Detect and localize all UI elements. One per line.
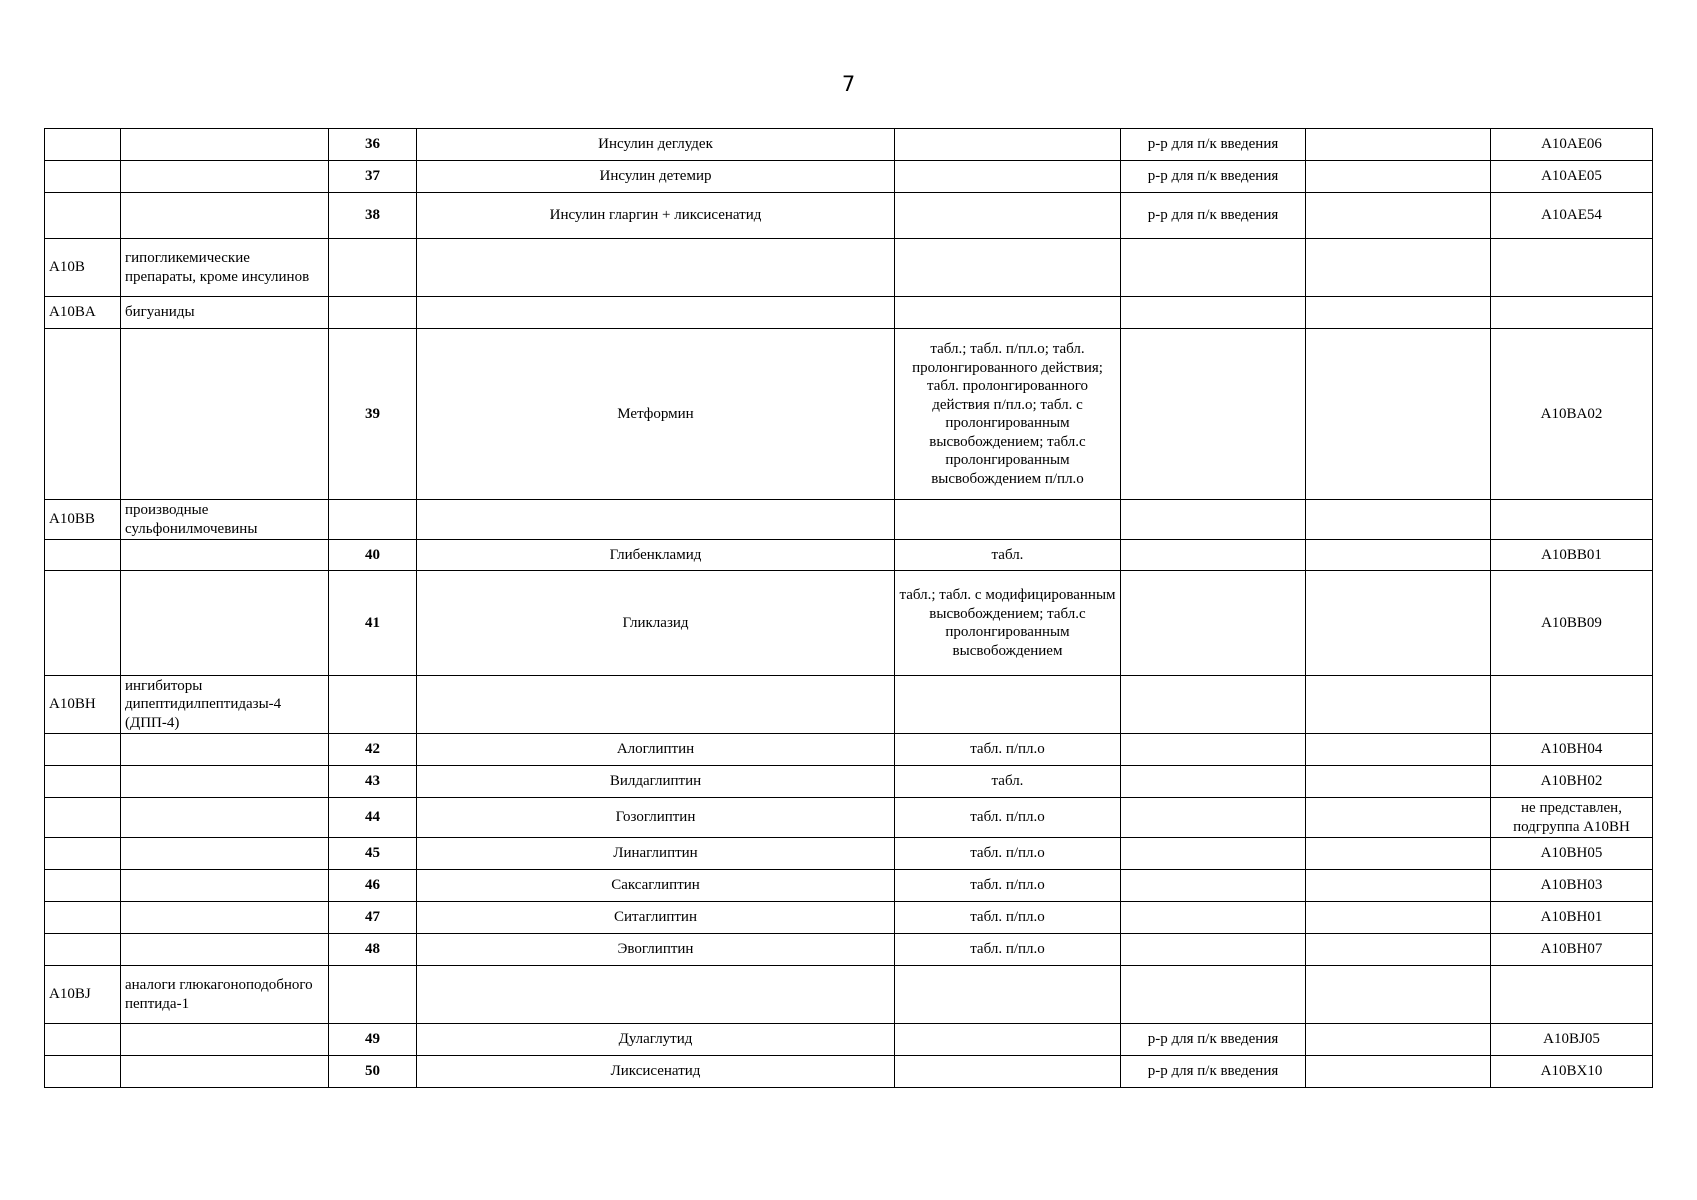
table-row [45, 239, 1653, 297]
table-row [45, 766, 1653, 798]
drug-name-cell: Инсулин деглудек [417, 129, 895, 161]
dosage-form-cell [895, 161, 1121, 193]
atc-code-cell [1491, 676, 1653, 734]
atc-group-code-cell [45, 798, 121, 838]
empty-cell [1306, 540, 1491, 571]
atc-group-code-cell: А10В [45, 239, 121, 297]
group-name-cell [121, 571, 329, 676]
table-row [45, 329, 1653, 500]
dosage-form-cell: табл. [895, 540, 1121, 571]
injection-form-cell [1121, 329, 1306, 500]
empty-cell [1306, 239, 1491, 297]
empty-cell [1306, 676, 1491, 734]
atc-group-code-cell [45, 734, 121, 766]
empty-cell [1306, 966, 1491, 1024]
row-number-cell: 37 [329, 161, 417, 193]
empty-cell [1306, 1024, 1491, 1056]
injection-form-cell: р-р для п/к введения [1121, 1024, 1306, 1056]
dosage-form-cell [895, 966, 1121, 1024]
table-body [45, 129, 1653, 1088]
empty-cell [1306, 161, 1491, 193]
group-name-cell [121, 798, 329, 838]
group-name-cell [121, 902, 329, 934]
row-number-cell: 36 [329, 129, 417, 161]
drug-name-cell: Метформин [417, 329, 895, 500]
atc-code-cell: A10BH03 [1491, 870, 1653, 902]
table-row [45, 734, 1653, 766]
table-row [45, 934, 1653, 966]
atc-code-cell [1491, 966, 1653, 1024]
row-number-cell: 41 [329, 571, 417, 676]
row-number-cell: 39 [329, 329, 417, 500]
dosage-form-cell [895, 239, 1121, 297]
dosage-form-cell [895, 193, 1121, 239]
dosage-form-cell [895, 500, 1121, 540]
atc-group-code-cell [45, 934, 121, 966]
row-number-cell: 45 [329, 838, 417, 870]
atc-group-code-cell [45, 1024, 121, 1056]
injection-form-cell [1121, 734, 1306, 766]
drug-name-cell [417, 676, 895, 734]
empty-cell [1306, 571, 1491, 676]
atc-code-cell: не представлен, подгруппа A10BH [1491, 798, 1653, 838]
injection-form-cell: р-р для п/к введения [1121, 193, 1306, 239]
atc-code-cell: A10AE54 [1491, 193, 1653, 239]
empty-cell [1306, 798, 1491, 838]
atc-group-code-cell [45, 838, 121, 870]
row-number-cell: 42 [329, 734, 417, 766]
empty-cell [1306, 934, 1491, 966]
dosage-form-cell: табл. п/пл.о [895, 934, 1121, 966]
drug-name-cell: Инсулин детемир [417, 161, 895, 193]
atc-group-code-cell [45, 870, 121, 902]
row-number-cell [329, 676, 417, 734]
atc-group-code-cell: A10BJ [45, 966, 121, 1024]
row-number-cell [329, 500, 417, 540]
page-number: 7 [841, 72, 856, 96]
drug-name-cell: Инсулин гларгин + ликсисенатид [417, 193, 895, 239]
atc-code-cell: A10BB09 [1491, 571, 1653, 676]
atc-code-cell: A10AE05 [1491, 161, 1653, 193]
atc-code-cell: A10BH01 [1491, 902, 1653, 934]
atc-code-cell: A10BH05 [1491, 838, 1653, 870]
row-number-cell: 50 [329, 1056, 417, 1088]
atc-group-code-cell [45, 540, 121, 571]
row-number-cell: 44 [329, 798, 417, 838]
drug-name-cell: Гликлазид [417, 571, 895, 676]
group-name-cell [121, 1056, 329, 1088]
atc-group-code-cell [45, 161, 121, 193]
empty-cell [1306, 297, 1491, 329]
atc-group-code-cell: A10BB [45, 500, 121, 540]
dosage-form-cell: табл. п/пл.о [895, 798, 1121, 838]
atc-code-cell: A10BJ05 [1491, 1024, 1653, 1056]
drug-name-cell: Алоглиптин [417, 734, 895, 766]
table-row [45, 161, 1653, 193]
row-number-cell [329, 239, 417, 297]
group-name-cell: бигуаниды [121, 297, 329, 329]
injection-form-cell [1121, 239, 1306, 297]
injection-form-cell: р-р для п/к введения [1121, 129, 1306, 161]
dosage-form-cell [895, 1056, 1121, 1088]
drug-name-cell [417, 500, 895, 540]
injection-form-cell [1121, 540, 1306, 571]
empty-cell [1306, 500, 1491, 540]
drug-name-cell [417, 239, 895, 297]
atc-group-code-cell [45, 1056, 121, 1088]
empty-cell [1306, 838, 1491, 870]
atc-group-code-cell [45, 571, 121, 676]
atc-group-code-cell: A10BA [45, 297, 121, 329]
atc-group-code-cell [45, 766, 121, 798]
drug-name-cell: Вилдаглиптин [417, 766, 895, 798]
drug-name-cell: Саксаглиптин [417, 870, 895, 902]
dosage-form-cell [895, 297, 1121, 329]
injection-form-cell [1121, 676, 1306, 734]
group-name-cell: аналоги глюкагоноподобного пептида-1 [121, 966, 329, 1024]
table-row [45, 1024, 1653, 1056]
injection-form-cell [1121, 966, 1306, 1024]
drug-name-cell: Дулаглутид [417, 1024, 895, 1056]
dosage-form-cell [895, 1024, 1121, 1056]
dosage-form-cell: табл.; табл. с модифицированным высвобождением; табл.с пролонгированным высвобождением [895, 571, 1121, 676]
row-number-cell: 38 [329, 193, 417, 239]
atc-code-cell: A10BH04 [1491, 734, 1653, 766]
dosage-form-cell [895, 676, 1121, 734]
group-name-cell: ингибиторы дипептидилпептидазы-4 (ДПП-4) [121, 676, 329, 734]
atc-group-code-cell: A10BH [45, 676, 121, 734]
injection-form-cell: р-р для п/к введения [1121, 161, 1306, 193]
empty-cell [1306, 1056, 1491, 1088]
dosage-form-cell: табл. п/пл.о [895, 838, 1121, 870]
group-name-cell [121, 540, 329, 571]
table-row [45, 870, 1653, 902]
table-row [45, 500, 1653, 540]
row-number-cell: 47 [329, 902, 417, 934]
injection-form-cell: р-р для п/к введения [1121, 1056, 1306, 1088]
atc-code-cell: A10BH02 [1491, 766, 1653, 798]
dosage-form-cell [895, 129, 1121, 161]
empty-cell [1306, 766, 1491, 798]
group-name-cell [121, 161, 329, 193]
injection-form-cell [1121, 798, 1306, 838]
atc-code-cell: A10BX10 [1491, 1056, 1653, 1088]
dosage-form-cell: табл. п/пл.о [895, 902, 1121, 934]
empty-cell [1306, 734, 1491, 766]
table-row [45, 676, 1653, 734]
table-row [45, 966, 1653, 1024]
injection-form-cell [1121, 500, 1306, 540]
atc-code-cell [1491, 239, 1653, 297]
table-row [45, 902, 1653, 934]
table-row [45, 798, 1653, 838]
drug-name-cell: Линаглиптин [417, 838, 895, 870]
row-number-cell: 46 [329, 870, 417, 902]
drug-name-cell: Ситаглиптин [417, 902, 895, 934]
group-name-cell [121, 734, 329, 766]
injection-form-cell [1121, 838, 1306, 870]
group-name-cell [121, 1024, 329, 1056]
drug-name-cell: Ликсисенатид [417, 1056, 895, 1088]
group-name-cell [121, 870, 329, 902]
empty-cell [1306, 129, 1491, 161]
drug-name-cell: Глибенкламид [417, 540, 895, 571]
empty-cell [1306, 902, 1491, 934]
empty-cell [1306, 870, 1491, 902]
empty-cell [1306, 329, 1491, 500]
group-name-cell [121, 934, 329, 966]
atc-code-cell: A10BH07 [1491, 934, 1653, 966]
atc-code-cell: A10BB01 [1491, 540, 1653, 571]
injection-form-cell [1121, 571, 1306, 676]
group-name-cell: производные сульфонилмочевины [121, 500, 329, 540]
drug-name-cell [417, 297, 895, 329]
atc-code-cell: A10AE06 [1491, 129, 1653, 161]
group-name-cell [121, 766, 329, 798]
dosage-form-cell: табл. [895, 766, 1121, 798]
group-name-cell [121, 838, 329, 870]
empty-cell [1306, 193, 1491, 239]
group-name-cell [121, 129, 329, 161]
injection-form-cell [1121, 870, 1306, 902]
dosage-form-cell: табл. п/пл.о [895, 734, 1121, 766]
group-name-cell [121, 193, 329, 239]
table-row [45, 571, 1653, 676]
row-number-cell: 48 [329, 934, 417, 966]
row-number-cell: 49 [329, 1024, 417, 1056]
drug-name-cell [417, 966, 895, 1024]
group-name-cell [121, 329, 329, 500]
atc-code-cell [1491, 500, 1653, 540]
table-row [45, 1056, 1653, 1088]
injection-form-cell [1121, 766, 1306, 798]
atc-group-code-cell [45, 193, 121, 239]
row-number-cell [329, 297, 417, 329]
injection-form-cell [1121, 297, 1306, 329]
atc-group-code-cell [45, 902, 121, 934]
row-number-cell: 40 [329, 540, 417, 571]
table-row [45, 129, 1653, 161]
dosage-form-cell: табл.; табл. п/пл.о; табл. пролонгированного действия; табл. пролонгированного действия п/пл.о; табл. с пролонгированным высвобождением; табл.с пролонгированным высвобождением п/пл.о [895, 329, 1121, 500]
atc-code-cell: A10BA02 [1491, 329, 1653, 500]
injection-form-cell [1121, 902, 1306, 934]
dosage-form-cell: табл. п/пл.о [895, 870, 1121, 902]
table-row [45, 540, 1653, 571]
drug-table [44, 128, 1653, 1088]
injection-form-cell [1121, 934, 1306, 966]
row-number-cell: 43 [329, 766, 417, 798]
atc-group-code-cell [45, 329, 121, 500]
atc-group-code-cell [45, 129, 121, 161]
atc-code-cell [1491, 297, 1653, 329]
drug-name-cell: Гозоглиптин [417, 798, 895, 838]
table-row [45, 193, 1653, 239]
table-row [45, 297, 1653, 329]
table-row [45, 838, 1653, 870]
drug-name-cell: Эвоглиптин [417, 934, 895, 966]
row-number-cell [329, 966, 417, 1024]
group-name-cell: гипогликемические препараты, кроме инсулинов [121, 239, 329, 297]
